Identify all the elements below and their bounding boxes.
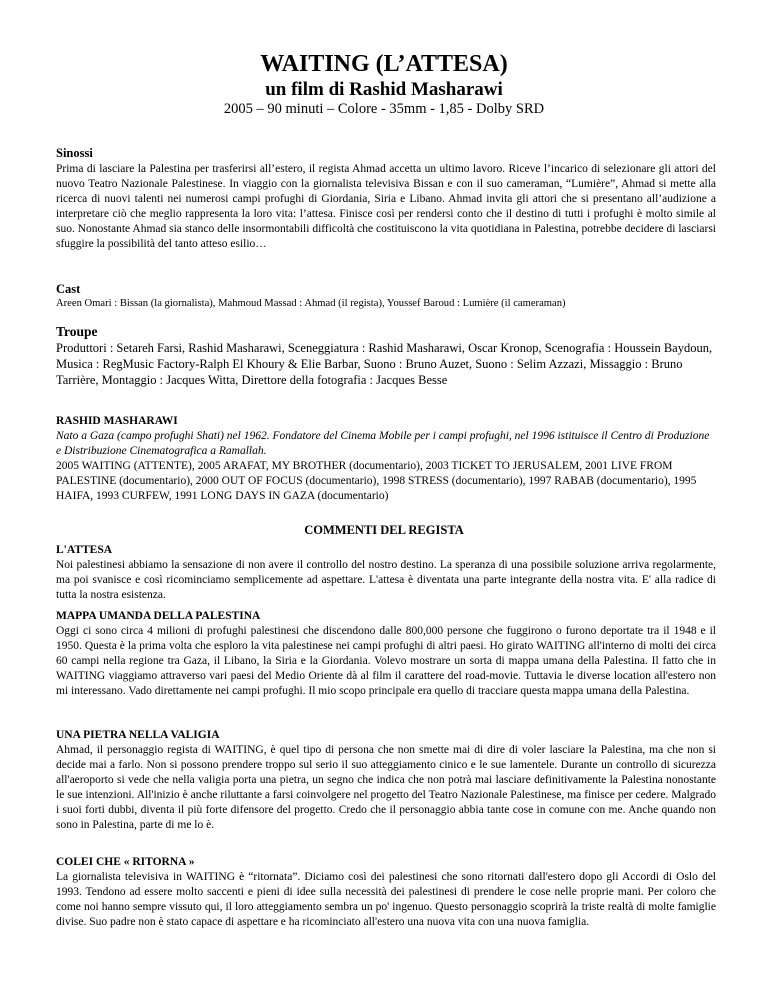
comment-heading-pietra: UNA PIETRA NELLA VALIGIA xyxy=(56,729,220,741)
film-specs: 2005 – 90 minuti – Colore - 35mm - 1,85 - Dolby SRD xyxy=(223,101,545,117)
bio-italic-text: Nato a Gaza (campo profughi Shati) nel 1962. Fondatore del Cinema Mobile per i campi profughi, nel 1996 istituisce il Centro di Produzione e Distribuzione Cinematografica a Ramallah. xyxy=(56,430,710,457)
bio-section xyxy=(56,414,716,504)
comment-section-attesa xyxy=(56,543,716,603)
sinossi-heading: Sinossi xyxy=(56,146,93,160)
sinossi-text: Prima di lasciare la Palestina per trasferirsi all’estero, il regista Ahmad accetta un ultimo lavoro. Riceve l’incarico di selezionare gli attori del nuovo Teatro Nazionale Palestinese. In viaggio con la giornalista televisiva Bissan e con il suo cameraman, “Lumière”, Ahmad si mette alla ricerca di nuovi talenti nei numerosi campi profughi di Giordania, Siria e Libano. Ahmad invita gli attori che si presentano all’audizione a interpretare ciò che meglio rappresenta la loro vita: l’attesa. Finisce così per rendersi conto che il destino di tutti i profughi è molto simile al suo. Nonostante Ahmad sia stanco delle insormontabili difficoltà che costituiscono la vita quotidiana in Palestina, potrebbe decidere di lasciarsi sfuggire la possibilità del tanto atteso esilio… xyxy=(56,163,716,250)
commenti-heading: COMMENTI DEL REGISTA xyxy=(304,523,464,537)
comment-section-pietra xyxy=(56,728,716,833)
comment-text-pietra: Ahmad, il personaggio regista di WAITING, è quel tipo di persona che non smette mai di dire di voler lasciare la Palestina, ma che non si decide mai a farlo. Non si possono prendere troppo sul serio il suo atteggiamento cinico e le sue lamentele. Durante un controllo di sicurezza all'aeroporto si vede che nella valigia porta una pietra, un segno che indica che non potrà mai lasciare definitivamente la Palestina nonostante le sue intenzioni. All'inizio è anche riluttante a farsi coinvolgere nel progetto del Teatro Nazionale Palestinese, ma finisce per cedere. Malgrado i suoi forti dubbi, diventa il più forte difensore del progetto. Credo che il personaggio abbia tante cose in comune con me. Anche quando non sono in Palestina, parte di me lo è. xyxy=(56,744,716,831)
cast-section xyxy=(56,282,716,311)
film-title: WAITING (L’ATTESA) xyxy=(260,51,508,77)
comment-section-ritorna xyxy=(56,855,716,930)
sinossi-section xyxy=(56,146,716,252)
comment-section-mappa xyxy=(56,609,716,699)
comment-heading-attesa: L'ATTESA xyxy=(56,544,113,556)
troupe-section xyxy=(56,324,716,388)
comment-heading-ritorna: COLEI CHE « RITORNA » xyxy=(56,856,195,868)
bio-filmography: 2005 WAITING (ATTENTE), 2005 ARAFAT, MY BROTHER (documentario), 2003 TICKET TO JERUSALEM, 2001 LIVE FROM PALESTINE (documentario), 2000 OUT OF FOCUS (documentario), 1998 STRESS (documentario), 1997 RABAB (documentario), 1995 HAIFA, 1993 CURFEW, 1991 LONG DAYS IN GAZA (documentario) xyxy=(56,460,697,502)
bio-heading: RASHID MASHARAWI xyxy=(56,415,178,427)
film-subtitle: un film di Rashid Masharawi xyxy=(265,79,503,100)
troupe-heading: Troupe xyxy=(56,324,98,339)
comment-text-attesa: Noi palestinesi abbiamo la sensazione di non avere il controllo del nostro destino. La speranza di una possibile soluzione arriva regolarmente, ma poi svanisce e così ricominciamo semplicemente ad aspettare. L'attesa è diventata una parte integrante della nostra vita. E' alla radice di tutta la nostra esistenza. xyxy=(56,559,716,601)
cast-text: Areen Omari : Bissan (la giornalista), Mahmoud Massad : Ahmad (il regista), Youssef Baroud : Lumière (il cameraman) xyxy=(56,298,566,309)
cast-heading: Cast xyxy=(56,282,81,296)
troupe-text: Produttori : Setareh Farsi, Rashid Masharawi, Sceneggiatura : Rashid Masharawi, Oscar Kronop, Scenografia : Houssein Baydoun, Musica : RegMusic Factory-Ralph El Khoury & Elie Barbar, Suono : Bruno Auzet, Suono : Selim Azzazi, Missaggio : Bruno Tarrière, Montaggio : Jacques Witta, Direttore della fotografia : Jacques Besse xyxy=(56,341,713,387)
comment-heading-mappa: MAPPA UMANDA DELLA PALESTINA xyxy=(56,610,261,622)
comment-text-mappa: Oggi ci sono circa 4 milioni di profughi palestinesi che discendono dalle 800,000 persone che fuggirono o furono deportate tra il 1948 e il 1950. Questa è la prima volta che esploro la vita palestinese nei campi profughi di altri paesi. Ho girato WAITING all'interno di molti dei circa 60 campi nella regione tra Gaza, il Libano, la Siria e la Giordania. Volevo mostrare un sorta di mappa umana della Palestina. Il fatto che in WAITING viaggiamo attraverso vari paesi del Medio Oriente dà al film il carattere del road-movie. Tuttavia le diverse location all'estero non mi interessano. Vado direttamente nei campi profughi. Il mio scopo principale era quello di tracciare questa mappa umana della Palestina. xyxy=(56,625,716,697)
comment-text-ritorna: La giornalista televisiva in WAITING è “ritornata”. Diciamo così dei palestinesi che sono ritornati dall'estero dopo gli Accordi di Oslo del 1993. Tendono ad essere molto saccenti e pieni di idee sulla necessità dei palestinesi di prendere le cose nelle proprie mani. Per coloro che come noi hanno sempre vissuto qui, il loro atteggiamento sembra un po' ingenuo. Questo personaggio scoprirà la triste realtà di molte famiglie divise. Suo padre non è stato capace di aspettare e ha ricominciato all'estero una nuova vita con una nuova famiglia. xyxy=(56,871,716,928)
